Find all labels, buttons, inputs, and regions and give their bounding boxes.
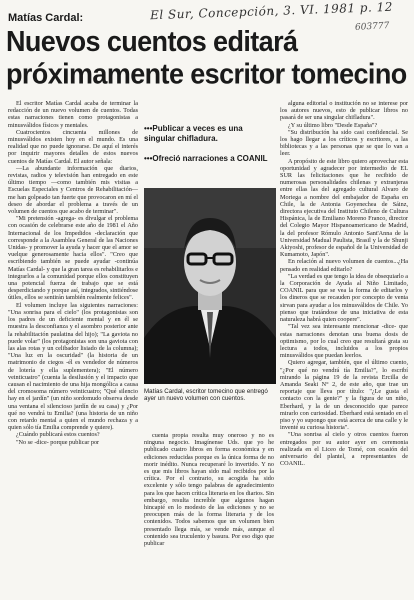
paragraph: "Tal vez sea interesante mencionar -dice- que estas narraciones denotan una buena dosis de optimismo, por lo cual creo que resultará grata su lectura a todos, incluidos a los propios minusválidos que puedan leerlos. bbox=[280, 323, 408, 360]
handwritten-code: 603777 bbox=[354, 21, 390, 33]
paragraph: El escritor Matías Cardal acaba de terminar la redacción de un nuevo volumen de cuentos. Todas estas narraciones tienen como protagonistas a minusválidos físicos y mentales. bbox=[8, 100, 138, 129]
paragraph: alguna editorial o institución no se interese por los autores nuevos, esto de publicar libros no pasará de ser una singular chifladura". bbox=[280, 100, 408, 122]
paragraph: "Mi pretensión -agrega- es divulgar el problema con ocasión de celebrarse este año de 1981 el Año Internacional de los Impedidos -declaración que corresponde a la Asamblea General de las Naciones Unidas- y promover la ayuda y hacer que el amor se vuelque generosamente hacia ellos". "Creo que escribiendo también se puede ayudar -continúa Matías Cardal- y que la gran tarea es rehabilitarlos e integrarlos a la comunidad porque ellos constituyen una potencial fuerza de trabajo que se está desperdiciando y porque así, integrados, sintiéndose útiles, ellos se sentirán también realmente felices". bbox=[8, 215, 138, 302]
paragraph: Cuatrocientos cincuenta millones de minusválidos existen hoy en el mundo. Es una realidad que no puede ignorarse. De aquí el interés por inquirir mayores detalles de estos nuevos cuentos de Matías Cardal. El autor señala: bbox=[8, 128, 138, 165]
paragraph: Quiero agregar, también, que el último cuento, "¿Por qué no vendrá tía Emilia?", lo escribí mirando la página 19 de la revista Ercilla de Amanda Seaki N° 2, de este año, que trae un reportaje que lleva por título: "¿Le gusta el contacto con la gente?" y la figura de un niño, Eberhard, y la de un desconocido que parece mirarlo con curiosidad. Eberhard está sentado en el piso y yo supongo que está acerca de una calle y le inventé su curiosa historia". bbox=[280, 359, 408, 432]
paragraph: A propósito de este libro quiero aprovechar esta oportunidad y agradecer por intermedio de EL SUR las felicitaciones que he recibido de numerosas personalidades chilenas y extranjeras entre ellas las del agregado cultural Alvaro de Moriega a nombre del embajador de España en Chile, la de Antonia Goyenechea de Sáinz, directora ejecutiva del Instituto Chileno de Cultura Hispánica, la de Emiliano Moreno Franco, director del Colegio Mayor Hispanoamericano de Madrid, la del profesor Rómulo Antonio Sant'Anna de la Universidad Madual Paulista, Brasil y la de Shunji Akiyoshi, profesor de español de la Universidad de Kumamoto, Japón". bbox=[280, 157, 408, 259]
paragraph: En relación al nuevo volumen de cuentos...¿Ha pensado en realidad editarlo? bbox=[280, 258, 408, 273]
paragraph: ¿Cuándo publicará estos cuentos? bbox=[16, 431, 100, 439]
paragraph: "Su distribución ha sido casi confidencial. Se los hago llegar a los críticos y escritores, a las bibliotecas y a las personas que se que lo van a leer. bbox=[280, 128, 408, 158]
paragraph: "Una sonrisa al cielo y otros cuentos fueron entregados por su autor ayer en ceremonia realizada en el Liceo de Tomé, con ocasión del aniversario del plantel, a representantes de COANIL. bbox=[280, 431, 408, 468]
paragraph: "La verdad es que tengo la idea de obsequiarlo a la Corporación de Ayuda al Niño Limitado, COANIL para que se vea la forma de editarlos y los dineros que se recauden por concepto de venta sirvan para ayudar a los minusválidos de Chile. Yo pienso que tratándose de una iniciativa de esta naturaleza habrá quien coopere". bbox=[280, 272, 408, 324]
pull-quote-2: •••Ofreció narraciones a COANIL bbox=[144, 154, 268, 163]
portrait-illustration bbox=[144, 188, 276, 384]
paragraph: ¿Y su último libro "Desde España"? bbox=[288, 121, 378, 129]
paragraph: "No se -dice- porque publicar por bbox=[16, 438, 100, 446]
paragraph: El volumen incluye las siguientes narraciones: "Una sonrisa para el cielo" (los protagonistas son los padres de un deficiente mental y en él se muestra la desconfianza y el asombro posterior ante la rehabilitación paulatina del hijo); "La gaviota no puede volar" (los protagonistas son una gaviota con las alas rotas y un celibador lisiado de la columna); "Una luz en la oscuridad" (la historia de un matrimonio de ciegos -él es vendedor de números de lotería y ella suplementera); "El número veinticuatro" (cuenta la desilusión y el impacto que causan el nacimiento de una hija mongólica a causa del cromosoma número veinticuatro; "Qué silencio hay en el jardín" (un niño sordomudo observa desde una ventana el silencioso jardín de su casa) y ¿Por qué no vendrá tu Emilia? (una historia de un niño con retardo mental a quien el mundo rechaza y a quien sólo tía Emilia comprende y quiere). bbox=[8, 301, 138, 432]
headline: Nuevos cuentos editará próximamente escritor tomecino bbox=[6, 26, 407, 91]
author-photo bbox=[144, 188, 276, 384]
article-column-2 bbox=[144, 432, 274, 547]
kicker: Matías Cardal: bbox=[8, 12, 84, 24]
photo-caption: Matías Cardal, escritor tomecino que entregó ayer un nuevo volumen con cuentos. bbox=[144, 388, 268, 403]
paragraph: cuenta propia resulta muy oneroso y no es ninguna negocio. Imagínense Uds. que yo he publicado cuatro libros en forma económica y en ediciones reducidas porque es la única forma de no morir inédito. Nunca recuperaré lo invertido. Y no es que mis libros hayan sido mal recibidos por la crítica. Por el contrario, su acogida ha sido excelente y sólo tengo palabras de agradecimiento para los que hacen crítica literaria en los diarios. Sin embargo, resulta increíble que algunos hagan hincapié en lo modesto de las ediciones y no se preocupen más de la forma literaria y de los contenidos. Todos sabemos que un volumen bien presentado llega más, se vende más, aunque el contenido sea truculento y basura. Por eso digo que publicar bbox=[144, 432, 274, 548]
article-column-3 bbox=[280, 100, 408, 467]
handwritten-note: El Sur, Concepción, 3. VI. 1981 p. 12 bbox=[149, 0, 394, 23]
article-column-1 bbox=[8, 100, 138, 446]
pull-quote-1: •••Publicar a veces es una singular chifladura. bbox=[144, 124, 243, 143]
paragraph: —La abundante información que diarios, revistas, radios y televisión han entregado en este último tiempo —como también mis visitas a Escuelas Especiales y Centros de Rehabilitación— me han golpeado tan fuerte que provocaron en mí el deseo de abordar el problema a través de un volumen de cuentos que acabo de terminar". bbox=[8, 164, 138, 216]
